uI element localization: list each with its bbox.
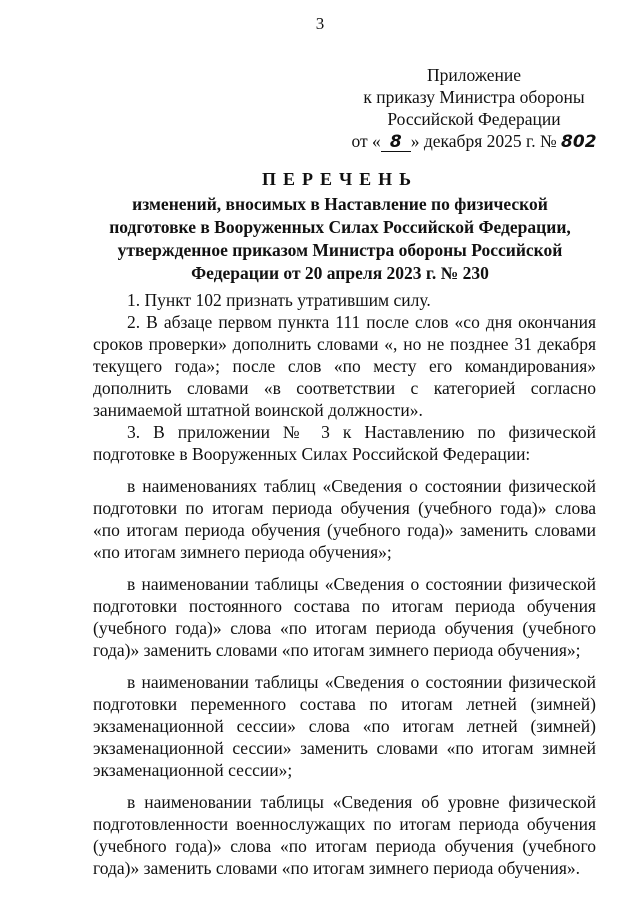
appendix-day: 8 — [381, 133, 411, 152]
paragraph-1: 1. Пункт 102 признать утратившим силу. — [127, 290, 431, 310]
appendix-order-ref: к приказу Министра обороны — [363, 87, 585, 107]
appendix-header — [338, 64, 610, 153]
paragraph-6: в наименовании таблицы «Сведения о состоянии физической подготовки переменного состава по итогам летней (зимней) экзаменационной сессии» слова «по итогам летней (зимней) экзаменационной сессии» заменить словами «по итогам зимней экзаменационной сессии»; — [93, 672, 596, 780]
appendix-number: 802 — [561, 132, 597, 152]
paragraph-3: 3. В приложении № 3 к Наставлению по физической подготовке в Вооруженных Силах Российской Федерации: — [93, 422, 596, 464]
appendix-date-line — [338, 130, 610, 153]
document-title — [96, 166, 584, 285]
appendix-date-suffix: » декабря 2025 г. № — [410, 131, 557, 151]
paragraph-7: в наименовании таблицы «Сведения об уровне физической подготовленности военнослужащих по итогам периода обучения (учебного года)» слова «по итогам периода обучения (учебного года)» заменить словами «по итогам зимнего периода обучения». — [93, 792, 596, 878]
title-heading: ПЕРЕЧЕНЬ — [261, 169, 419, 189]
appendix-country: Российской Федерации — [387, 109, 561, 129]
page-number: 3 — [315, 14, 325, 33]
paragraph-2: 2. В абзаце первом пункта 111 после слов «со дня окончания сроков проверки» дополнить словами «, но не позднее 31 декабря текущего года»; после слов «по месту его командирования» дополнить словами «в соответствии с категорией согласно занимаемой штатной воинской должности». — [93, 312, 596, 420]
paragraph-4: в наименованиях таблиц «Сведения о состоянии физической подготовки по итогам периода обучения (учебного года)» слова «по итогам периода обучения (учебного года)» заменить словами «по итогам зимнего периода обучения»; — [93, 476, 596, 562]
appendix-date-prefix: от « — [351, 131, 381, 151]
paragraph-5: в наименовании таблицы «Сведения о состоянии физической подготовки постоянного состава по итогам периода обучения (учебного года)» слова «по итогам периода обучения (учебного года)» заменить словами «по итогам зимнего периода обучения»; — [93, 574, 596, 660]
appendix-label: Приложение — [427, 65, 521, 85]
document-body — [93, 289, 596, 879]
title-subtitle: изменений, вносимых в Наставление по физической подготовке в Вооруженных Силах Российской Федерации, утвержденное приказом Министра обороны Российской Федерации от 20 апреля 2023 г. № 230 — [109, 194, 571, 283]
